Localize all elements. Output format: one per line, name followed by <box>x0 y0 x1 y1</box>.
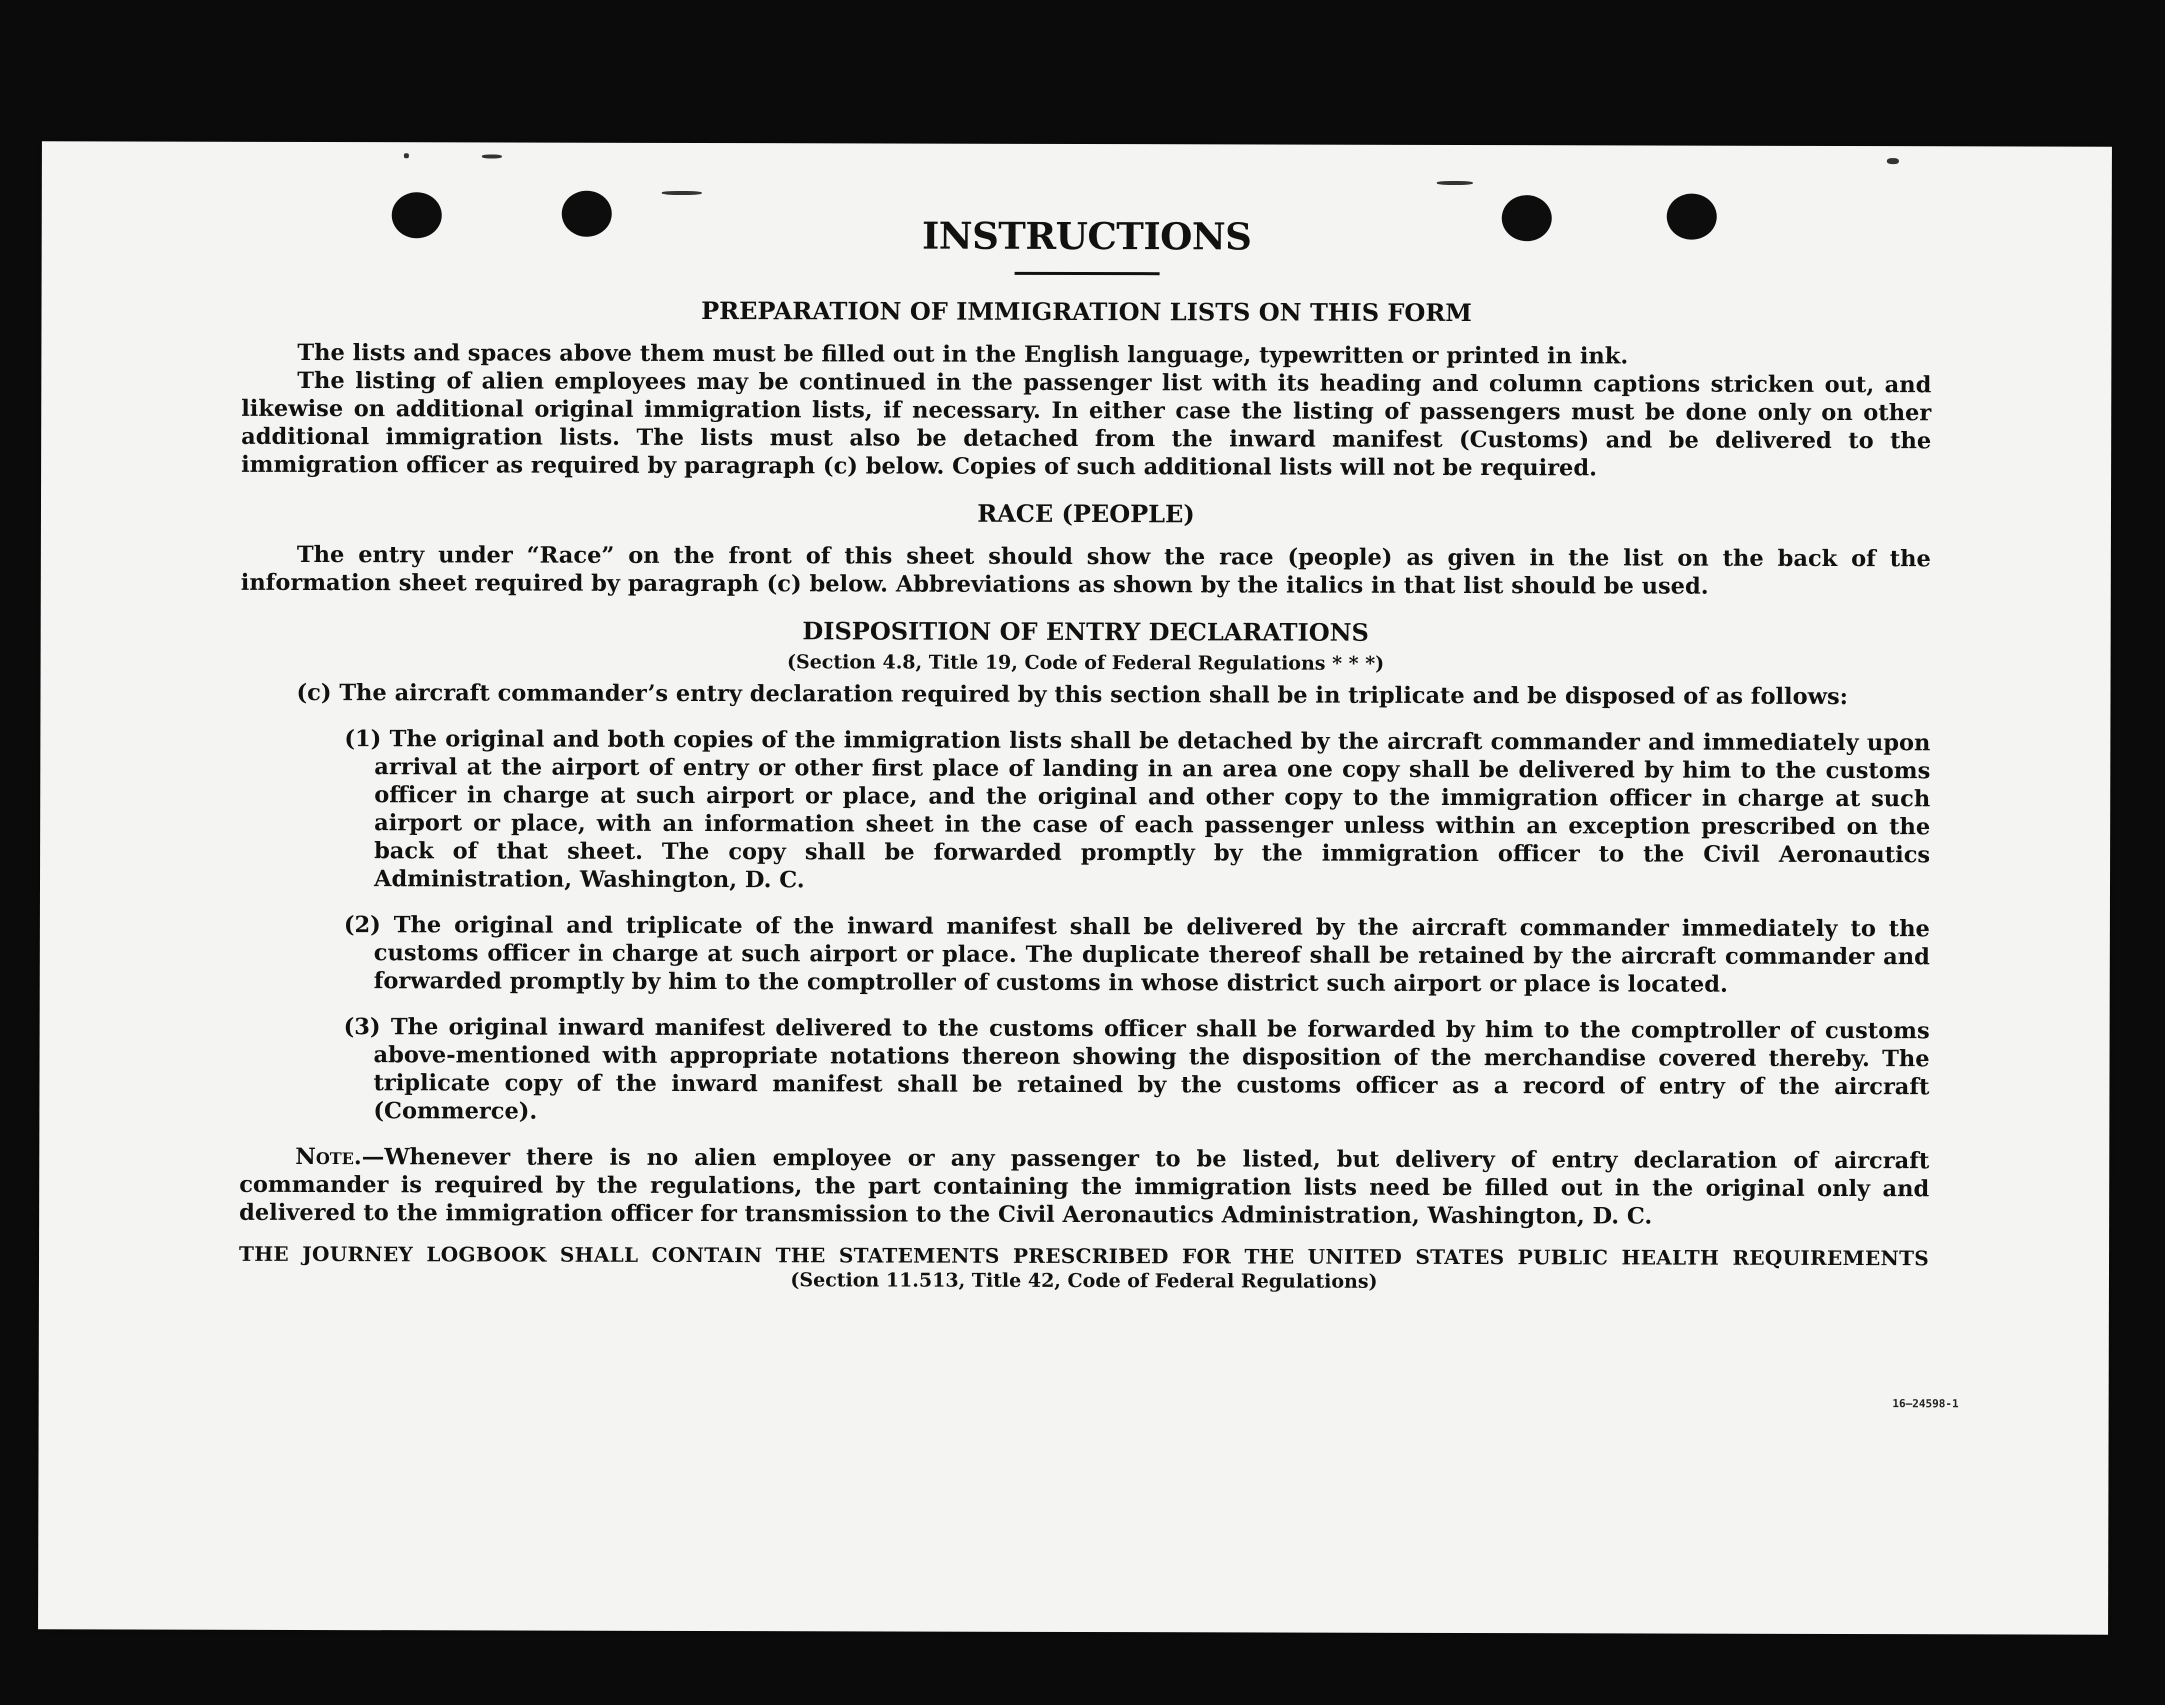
instructions-body <box>239 212 1932 1295</box>
ink-speck <box>1887 158 1899 164</box>
section-heading-preparation: PREPARATION OF IMMIGRATION LISTS ON THIS FORM <box>701 296 1472 328</box>
health-requirements-citation: (Section 11.513, Title 42, Code of Federal Regulations) <box>790 1269 1378 1293</box>
ink-speck <box>662 191 702 195</box>
list-item-number: (1) <box>344 726 382 753</box>
list-item-number: (2) <box>343 912 381 939</box>
preparation-section <box>241 339 1931 483</box>
disposition-citation: (Section 4.8, Title 19, Code of Federal Regulations * * *) <box>786 651 1385 675</box>
list-item <box>344 725 1930 897</box>
document-page <box>38 141 2112 1634</box>
page-title: INSTRUCTIONS <box>921 213 1252 259</box>
list-item <box>343 1013 1929 1129</box>
preparation-paragraph-1: The lists and spaces above them must be filled out in the English language, typewritten or printed in ink. <box>297 339 1629 370</box>
health-requirements-statement: THE JOURNEY LOGBOOK SHALL CONTAIN THE STATEMENTS PRESCRIBED FOR THE UNITED STATES PUBLIC HEALTH REQUIREMENTS <box>239 1241 1930 1271</box>
race-paragraph: The entry under “Race” on the front of this sheet should show the race (people) as given in the list on the back of the information sheet required by paragraph (c) below. Abbreviations as shown by the italics in that list should be used. <box>240 541 1931 600</box>
section-heading-disposition: DISPOSITION OF ENTRY DECLARATIONS <box>802 616 1369 647</box>
note-paragraph <box>239 1143 1929 1231</box>
note-lead: Note. <box>295 1143 362 1171</box>
ink-speck <box>1437 181 1473 185</box>
title-underline <box>1014 272 1159 275</box>
list-item-text: The original and triplicate of the inward manifest shall be delivered by the aircraft commander immediately to the customs officer in charge at such airport or place. The duplicate thereof shall be retained by the aircraft commander and forwarded promptly by him to the comptroller of customs in whose district such airport or place is located. <box>373 912 1930 998</box>
section-heading-race: RACE (PEOPLE) <box>977 498 1195 529</box>
preparation-paragraph-2: The listing of alien employees may be continued in the passenger list with its heading and column captions stricken out, and likewise on additional original immigration lists, if necessary. In either case the listing of passengers must be done only on other additional immigration lists. The lists must also be detached from the inward manifest (Customs) and be delivered to the immigration officer as required by paragraph (c) below. Copies of such additional lists will not be required. <box>241 367 1932 482</box>
list-item <box>344 911 1930 999</box>
note-text: —Whenever there is no alien employee or any passenger to be listed, but delivery of entry declaration of aircraft commander is required by the regulations, the part containing the immigration lists need be filled out in the original only and delivered to the immigration officer for transmission to the Civil Aeronautics Administration, Washington, D. C. <box>239 1144 1930 1230</box>
list-item-number: (3) <box>343 1014 381 1041</box>
race-section <box>241 541 1931 601</box>
list-item-text: The original and both copies of the immigration lists shall be detached by the aircraft commander and immediately upon arrival at the airport of entry or other first place of landing in an area one copy shall be delivered by him to the customs officer in charge at such airport or place, and the original and other copy to the immigration officer in charge at such airport or place, with an information sheet in the case of each passenger unless within an exception prescribed on the back of that sheet. The copy shall be forwarded promptly by the immigration officer to the Civil Aeronautics Administration, Washington, D. C. <box>373 726 1931 894</box>
list-item-text: The original inward manifest delivered to the customs officer shall be forwarded by him to the comptroller of customs above-mentioned with appropriate notations thereon showing the disposition of the merchandise covered thereby. The triplicate copy of the inward manifest shall be retained by the customs officer as a record of entry of the aircraft (Commerce). <box>373 1014 1930 1125</box>
ink-speck <box>482 154 502 158</box>
disposition-intro: (c) The aircraft commander’s entry declaration required by this section shall be in triplicate and be disposed of as follows: <box>296 679 1848 711</box>
form-number: 16—24598-1 <box>1892 1397 1959 1411</box>
ink-speck <box>404 153 409 158</box>
